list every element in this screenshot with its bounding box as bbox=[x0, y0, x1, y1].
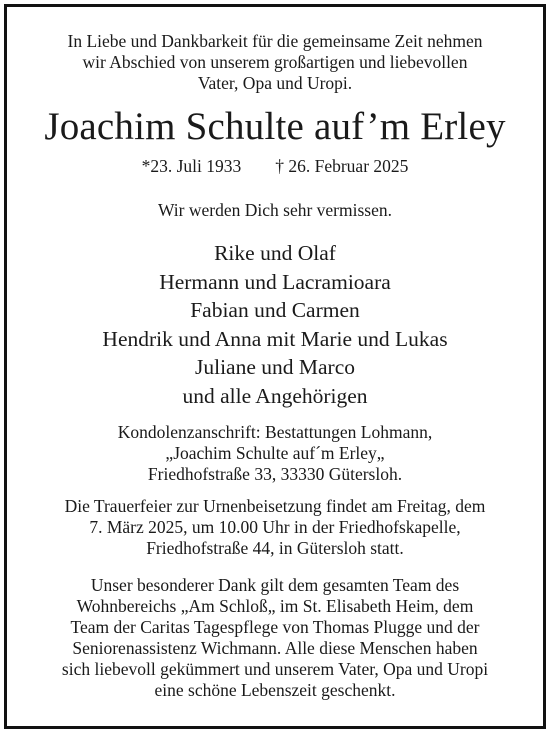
mourner-line: Hermann und Lacramioara bbox=[159, 269, 391, 294]
intro-line: In Liebe und Dankbarkeit für die gemeinsame Zeit nehmen bbox=[67, 31, 483, 51]
mourner-line: und alle Angehörigen bbox=[182, 383, 368, 408]
farewell-message: Wir werden Dich sehr vermissen. bbox=[157, 200, 392, 220]
thanks-line: eine schöne Lebenszeit geschenkt. bbox=[154, 680, 396, 700]
thanks-line: Team der Caritas Tagespflege von Thomas Plugge und der bbox=[70, 617, 480, 637]
funeral-info bbox=[0, 496, 550, 559]
funeral-line: Die Trauerfeier zur Urnenbeisetzung findet am Freitag, dem bbox=[64, 496, 486, 516]
mourners-list bbox=[0, 239, 550, 410]
thanks-line: Wohnbereichs „Am Schloß„ im St. Elisabeth Heim, dem bbox=[76, 596, 474, 616]
funeral-line: Friedhofstraße 44, in Gütersloh statt. bbox=[146, 538, 404, 558]
life-dates bbox=[0, 155, 550, 177]
condolence-line: „Joachim Schulte auf´m Erley„ bbox=[165, 443, 385, 463]
thanks-line: sich liebevoll gekümmert und unserem Vater, Opa und Uropi bbox=[61, 659, 489, 679]
birth-date: *23. Juli 1933 bbox=[141, 156, 242, 176]
intro-paragraph bbox=[0, 31, 550, 94]
mourner-line: Fabian und Carmen bbox=[190, 298, 360, 322]
thanks-paragraph bbox=[0, 575, 550, 701]
mourner-line: Hendrik und Anna mit Marie und Lukas bbox=[102, 326, 448, 351]
deceased-name: Joachim Schulte auf’m Erley bbox=[44, 105, 506, 148]
intro-line: Vater, Opa und Uropi. bbox=[197, 73, 353, 93]
condolence-line: Friedhofstraße 33, 33330 Gütersloh. bbox=[147, 464, 403, 484]
thanks-line: Seniorenassistenz Wichmann. Alle diese Menschen haben bbox=[72, 638, 478, 658]
mourner-line: Rike und Olaf bbox=[214, 241, 336, 265]
condolence-line: Kondolenzanschrift: Bestattungen Lohmann, bbox=[117, 422, 433, 442]
intro-line: wir Abschied von unserem großartigen und liebevollen bbox=[82, 52, 468, 72]
death-date: † 26. Februar 2025 bbox=[275, 156, 409, 176]
funeral-line: 7. März 2025, um 10.00 Uhr in der Friedhofskapelle, bbox=[89, 517, 461, 537]
condolence-address bbox=[0, 422, 550, 485]
thanks-line: Unser besonderer Dank gilt dem gesamten Team des bbox=[90, 575, 460, 595]
mourner-line: Juliane und Marco bbox=[194, 355, 355, 379]
